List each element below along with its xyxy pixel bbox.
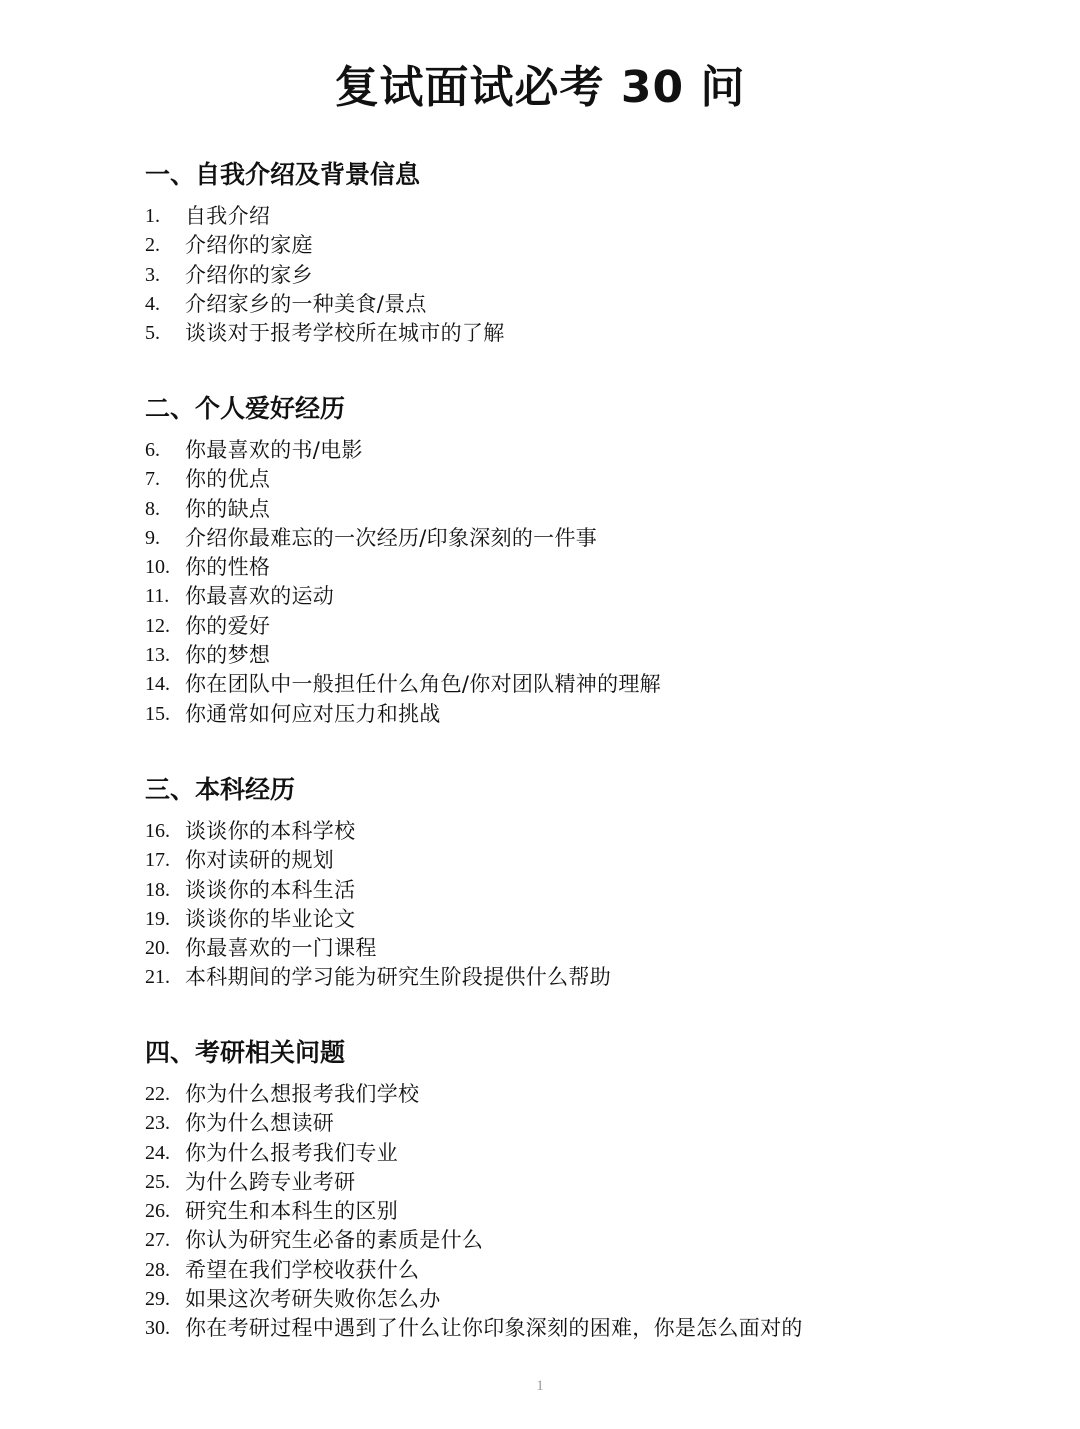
question-number: 2. (145, 234, 160, 257)
section-heading: 三、本科经历 (145, 775, 296, 804)
question-number: 8. (145, 497, 160, 520)
question-text: 你的缺点 (185, 496, 271, 521)
question-number: 9. (145, 526, 160, 549)
question-list (145, 202, 1005, 348)
question-item (145, 231, 1005, 260)
question-number: 17. (145, 849, 170, 872)
question-item (145, 290, 1005, 319)
question-item (145, 934, 1005, 963)
question-text: 你的性格 (185, 555, 271, 580)
question-number: 16. (145, 820, 170, 842)
question-item (145, 319, 1005, 348)
question-text: 你的梦想 (185, 643, 271, 668)
question-item (145, 1256, 1005, 1285)
question-item (145, 582, 1005, 611)
question-number: 27. (145, 1229, 170, 1252)
question-item (145, 1197, 1005, 1226)
section-heading: 四、考研相关问题 (145, 1038, 346, 1067)
question-text: 你最喜欢的一门课程 (185, 936, 377, 961)
page-number: 1 (536, 1378, 544, 1394)
question-number: 11. (145, 585, 170, 608)
question-item (145, 436, 1005, 465)
question-number: 30. (145, 1317, 170, 1340)
question-item (145, 1314, 1005, 1343)
question-text: 你通常如何应对压力和挑战 (185, 701, 441, 726)
section-self-introduction (145, 157, 1005, 348)
question-text: 介绍家乡的一种美食/景点 (185, 291, 427, 316)
question-text: 自我介绍 (185, 204, 271, 228)
question-item (145, 817, 1005, 846)
question-text: 你认为研究生必备的素质是什么 (185, 1228, 484, 1253)
question-text: 谈谈你的本科生活 (185, 877, 356, 902)
question-text: 你为什么想报考我们学校 (185, 1082, 420, 1106)
section-heading: 一、自我介绍及背景信息 (145, 160, 421, 189)
section-personal-hobbies (145, 391, 1005, 729)
question-text: 介绍你的家乡 (185, 262, 313, 287)
question-item (145, 1285, 1005, 1314)
question-number: 10. (145, 556, 170, 579)
question-number: 20. (145, 937, 170, 960)
question-number: 23. (145, 1112, 170, 1135)
question-text: 研究生和本科生的区别 (185, 1199, 398, 1224)
question-text: 如果这次考研失败你怎么办 (185, 1287, 441, 1312)
question-text: 你的爱好 (185, 613, 271, 638)
question-item (145, 963, 1005, 992)
question-item (145, 524, 1005, 553)
question-list (145, 436, 1005, 729)
question-text: 谈谈你的毕业论文 (185, 906, 356, 931)
question-number: 19. (145, 907, 170, 930)
question-text: 你的优点 (185, 467, 271, 492)
question-number: 12. (145, 614, 170, 637)
question-number: 24. (145, 1141, 170, 1164)
question-number: 5. (145, 322, 160, 345)
question-text: 谈谈对于报考学校所在城市的了解 (185, 321, 505, 346)
question-text: 你最喜欢的运动 (185, 584, 335, 609)
question-list (145, 817, 1005, 993)
question-list (145, 1080, 1005, 1344)
question-item (145, 876, 1005, 905)
question-item (145, 641, 1005, 670)
question-number: 22. (145, 1083, 170, 1105)
question-text: 希望在我们学校收获什么 (185, 1257, 420, 1282)
question-text: 你为什么想读研 (185, 1111, 335, 1136)
question-text: 你在考研过程中遇到了什么让你印象深刻的困难，你是怎么面对的 (185, 1316, 803, 1341)
question-text: 你对读研的规划 (185, 848, 335, 873)
question-number: 26. (145, 1200, 170, 1223)
question-item (145, 612, 1005, 641)
question-item (145, 670, 1005, 699)
question-item (145, 1139, 1005, 1168)
question-number: 4. (145, 292, 160, 315)
question-text: 你在团队中一般担任什么角色/你对团队精神的理解 (185, 672, 661, 697)
question-text: 谈谈你的本科学校 (185, 819, 356, 843)
question-number: 1. (145, 205, 160, 227)
question-number: 28. (145, 1258, 170, 1281)
question-item (145, 1168, 1005, 1197)
section-heading: 二、个人爱好经历 (145, 394, 346, 423)
question-item (145, 553, 1005, 582)
question-number: 13. (145, 644, 170, 667)
question-item (145, 846, 1005, 875)
section-graduate-exam (145, 1035, 1005, 1344)
question-number: 3. (145, 263, 160, 286)
question-text: 介绍你最难忘的一次经历/印象深刻的一件事 (185, 525, 598, 550)
question-item (145, 700, 1005, 729)
question-item (145, 905, 1005, 934)
question-number: 14. (145, 673, 170, 696)
question-number: 29. (145, 1288, 170, 1311)
question-text: 为什么跨专业考研 (185, 1169, 356, 1194)
question-number: 15. (145, 702, 170, 725)
question-text: 介绍你的家庭 (185, 233, 313, 258)
question-number: 18. (145, 878, 170, 901)
question-number: 21. (145, 966, 170, 989)
question-item (145, 495, 1005, 524)
question-number: 6. (145, 439, 160, 461)
question-item (145, 1109, 1005, 1138)
question-item (145, 1226, 1005, 1255)
document-title: 复试面试必考 30 问 (334, 62, 746, 113)
question-number: 25. (145, 1170, 170, 1193)
section-undergraduate (145, 772, 1005, 993)
question-text: 你为什么报考我们专业 (185, 1140, 398, 1165)
question-number: 7. (145, 468, 160, 491)
question-item (145, 465, 1005, 494)
question-text: 你最喜欢的书/电影 (185, 438, 363, 462)
question-item (145, 202, 1005, 231)
question-item (145, 1080, 1005, 1109)
question-text: 本科期间的学习能为研究生阶段提供什么帮助 (185, 965, 611, 990)
question-item (145, 261, 1005, 290)
